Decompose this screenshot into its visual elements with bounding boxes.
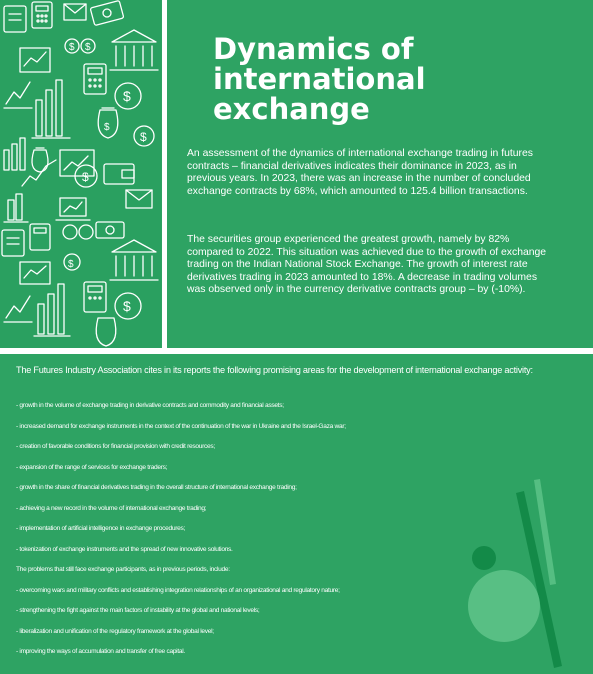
envelope-icon-2 (126, 190, 152, 208)
problems-heading: The problems that still face exchange participants, as in previous periods, include: (16, 566, 230, 573)
list-item: - tokenization of exchange instruments and the spread of new innovative solutions. (16, 545, 233, 553)
svg-text:$: $ (123, 88, 131, 104)
list-item: - growth in the volume of exchange trading in derivative contracts and commodity and financial assets; (16, 402, 284, 409)
growth-chart-icon-2 (22, 160, 56, 186)
money-bag-icon-2 (32, 148, 48, 172)
calculator-icon (32, 2, 52, 28)
document-icon (4, 6, 26, 32)
list-item: - achieving a new record in the volume of international exchange trading; (16, 504, 207, 512)
chart-board-icon (20, 48, 50, 72)
wallet-icon (104, 164, 134, 184)
svg-text:$: $ (69, 42, 75, 53)
list-item: - overcoming wars and military conflicts and establishing integration relationships of an organizational and regulatory nature; (16, 586, 340, 594)
envelope-icon (64, 4, 86, 20)
paragraph-securities: The securities group experienced the greatest growth, namely by 82% compared to 2022. This situation was achieved due to the growth of exchange trading on the Indian National Stock Exchange. The growth of interest rate derivatives trading in 2023 amounted to 18%. A decrease in trading volumes was observed only in the currency derivative contracts group – by (-10%). (187, 234, 547, 296)
list-item: - implementation of artificial intelligence in exchange procedures; (16, 525, 186, 532)
svg-text:$: $ (82, 170, 89, 184)
intro-text: The Futures Industry Association cites in its reports the following promising areas for the development of international exchange activity: (16, 365, 533, 375)
list-item: - increased demand for exchange instruments in the context of the continuation of the war in Ukraine and the Israel-Gaza war; (16, 422, 346, 430)
bar-chart-icon-4 (34, 284, 70, 336)
dollar-coins-icon (65, 39, 95, 53)
dollar-coins-icon-2 (63, 225, 93, 239)
money-bag-icon (98, 108, 118, 138)
bar-chart-icon-2 (4, 138, 25, 170)
list-item: - liberalization and unification of the regulatory framework at the global level; (16, 627, 214, 635)
calculator-icon-4 (84, 282, 106, 312)
document-icon-2 (2, 230, 24, 256)
chart-board-icon-2 (60, 150, 94, 176)
bank-icon (110, 30, 158, 70)
banknote-icon (90, 0, 124, 25)
list-item: - expansion of the range of services for exchange traders; (16, 463, 168, 471)
svg-text:$: $ (104, 122, 110, 133)
svg-text:$: $ (85, 42, 91, 53)
page-title: Dynamics of international exchange (213, 32, 426, 126)
paragraph-assessment: An assessment of the dynamics of international exchange trading in futures contracts – financial derivatives indicates their dominance in 2023, as in previous years. In 2023, there was an increase in the number of concluded exchange contracts by 68%, which amounted to 125.4 billion transactions. (187, 148, 533, 197)
calculator-icon-3 (30, 224, 50, 250)
dollar-circle-icon (115, 83, 141, 109)
list-item: - growth in the share of financial derivatives trading in the overall structure of international exchange trading; (16, 484, 297, 491)
calculator-icon-2 (84, 64, 106, 94)
growth-chart-icon (4, 82, 32, 108)
bank-icon-2 (110, 240, 158, 280)
dollar-circle-icon-3 (115, 293, 141, 319)
svg-text:$: $ (68, 259, 74, 270)
bar-chart-icon-3 (4, 194, 28, 222)
list-item: - strengthening the fight against the main factors of instability at the global and national levels; (16, 607, 260, 614)
bar-chart-icon (32, 80, 70, 138)
chart-board-icon-3 (20, 262, 50, 284)
list-item: - improving the ways of accumulation and transfer of free capital. (16, 648, 185, 655)
list-item: - creation of favorable conditions for financial provision with credit resources; (16, 443, 215, 450)
body-section (0, 354, 593, 674)
dollar-circle-icon-2 (64, 254, 80, 270)
banknote-icon-2 (96, 222, 124, 238)
header-content (167, 0, 593, 348)
svg-text:$: $ (140, 130, 147, 144)
areas-list (16, 402, 496, 669)
finance-icon-pattern (0, 0, 161, 348)
svg-text:$: $ (123, 298, 131, 314)
growth-chart-icon-3 (4, 296, 32, 322)
money-bag-icon-3 (96, 318, 116, 346)
coin-stack-icon (134, 126, 154, 146)
laptop-chart-icon (56, 198, 90, 220)
